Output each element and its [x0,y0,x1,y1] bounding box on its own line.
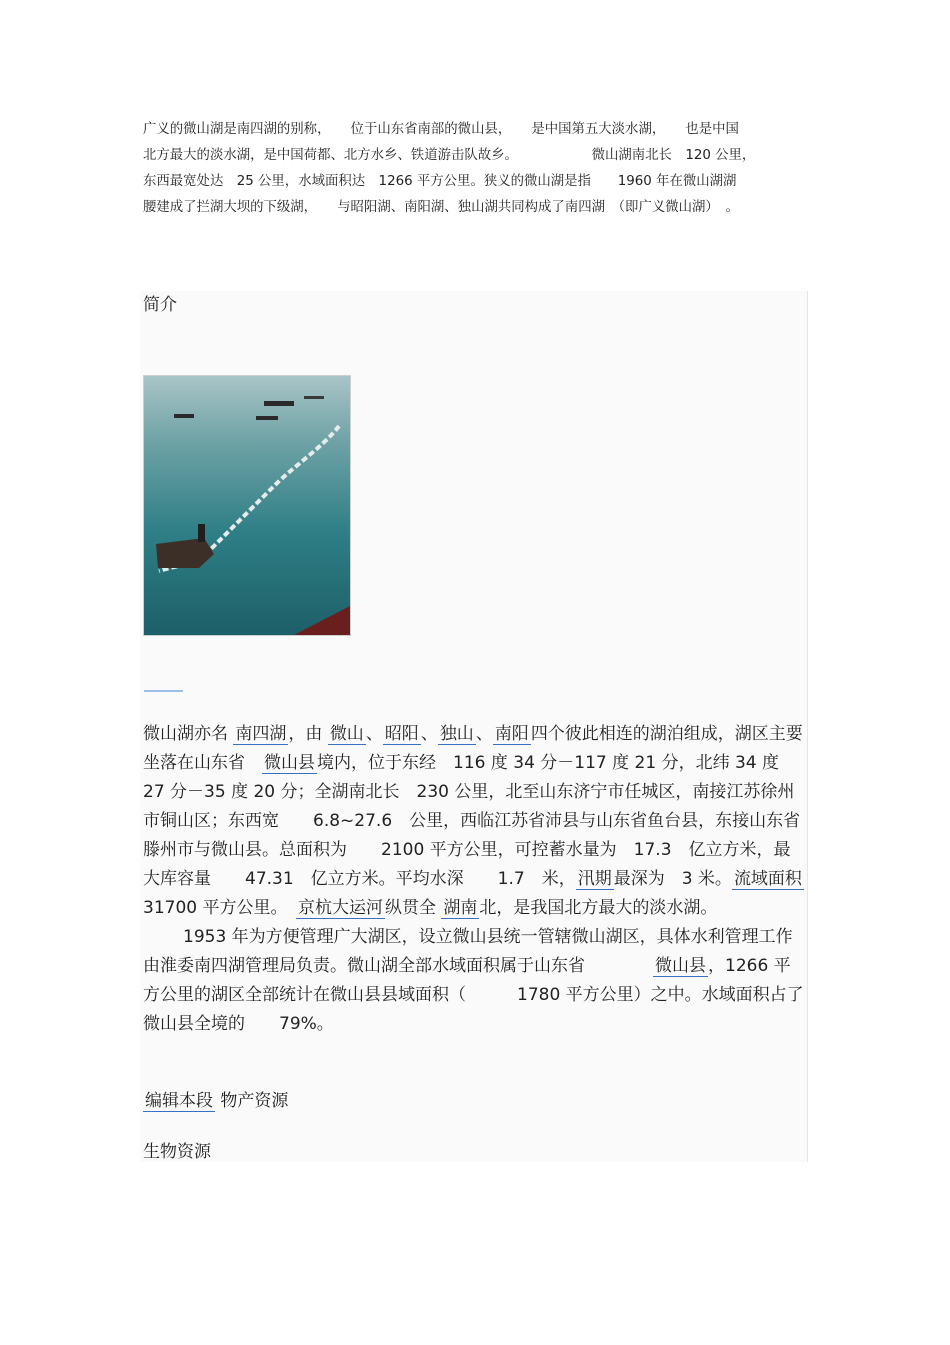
lake-photo [143,375,351,636]
intro-line: 北方最大的淡水湖，是中国荷都、北方水乡、铁道游击队故乡。 微山湖南北长 120 公里， [143,148,756,163]
section-title: 物产资源 [220,1091,289,1111]
section-title: 简介 [143,295,177,315]
edit-section-link[interactable]: 编辑本段 [145,1091,213,1111]
link-weishanxian-2[interactable]: 微山县 [655,956,706,976]
lake-photo-image [144,376,350,635]
link-jinghang[interactable]: 京杭大运河 [297,898,383,918]
link-weishanxian[interactable]: 微山县 [264,753,315,773]
intro-line: 东西最宽处达 25 公里，水域面积达 1266 平方公里。狭义的微山湖是指 1960 年在微山湖湖 [143,174,737,189]
intro-line: 广义的微山湖是南四湖的别称， 位于山东省南部的微山县， 是中国第五大淡水湖， 也是中国 [143,122,739,137]
divider [144,690,183,692]
link-nansihu[interactable]: 南四湖 [235,724,287,744]
link-weishan[interactable]: 微山 [329,724,364,744]
link-xunqi[interactable]: 汛期 [577,869,612,889]
body-paragraph: 1953 年为方便管理广大湖区，设立微山县统一管辖微山湖区，具体水利管理工作由淮委南四湖管理局负责。微山湖全部水域面积属于山东省 微山县 ，1266 平方公里的湖区全部统计在微山县县域面积（ 1780 平方公里）之中。水域面积占了微山县全境的 79%。 [143,927,804,1034]
link-hunan[interactable]: 湖南 [443,898,478,918]
link-nanyang[interactable]: 南阳 [494,724,529,744]
link-liuyu[interactable]: 流域面积 [733,869,802,889]
subsection-title: 生物资源 [143,1142,211,1162]
edit-section-heading [143,1089,288,1113]
intro-line: 腰建成了拦湖大坝的下级湖， 与昭阳湖、南阳湖、独山湖共同构成了南四湖 （即广义微山湖） 。 [143,200,739,215]
intro-paragraph [143,117,807,221]
link-zhaoyang[interactable]: 昭阳 [384,724,419,744]
body-paragraph: 微山湖亦名 南四湖 ，由 微山 、 昭阳 、 独山 、 南阳 四个彼此相连的湖泊组成，湖区主要坐落在山东省 微山县 境内，位于东经 116 度 34 分－117 度 21 分，北纬 34 度 27 分－35 度 20 分；全湖南北长 230 公里，北至山东济宁市任城区，南接江苏徐州市铜山区；东西宽 6.8~27.6 公里，西临江苏省沛县与山东省鱼台县，东接山东省滕州市与微山县。总面积为 2100 平方公里，可控蓄水量为 17.3 亿立方米，最大库容量 47.31 亿立方米。平均水深 1.7 米， 汛期 最深为 3 米。 流域面积31700 平方公里。 京杭大运河 纵贯全 湖南 北，是我国北方最大的淡水湖。 [143,724,803,918]
article-body [143,720,805,1039]
link-dushan[interactable]: 独山 [439,724,474,744]
